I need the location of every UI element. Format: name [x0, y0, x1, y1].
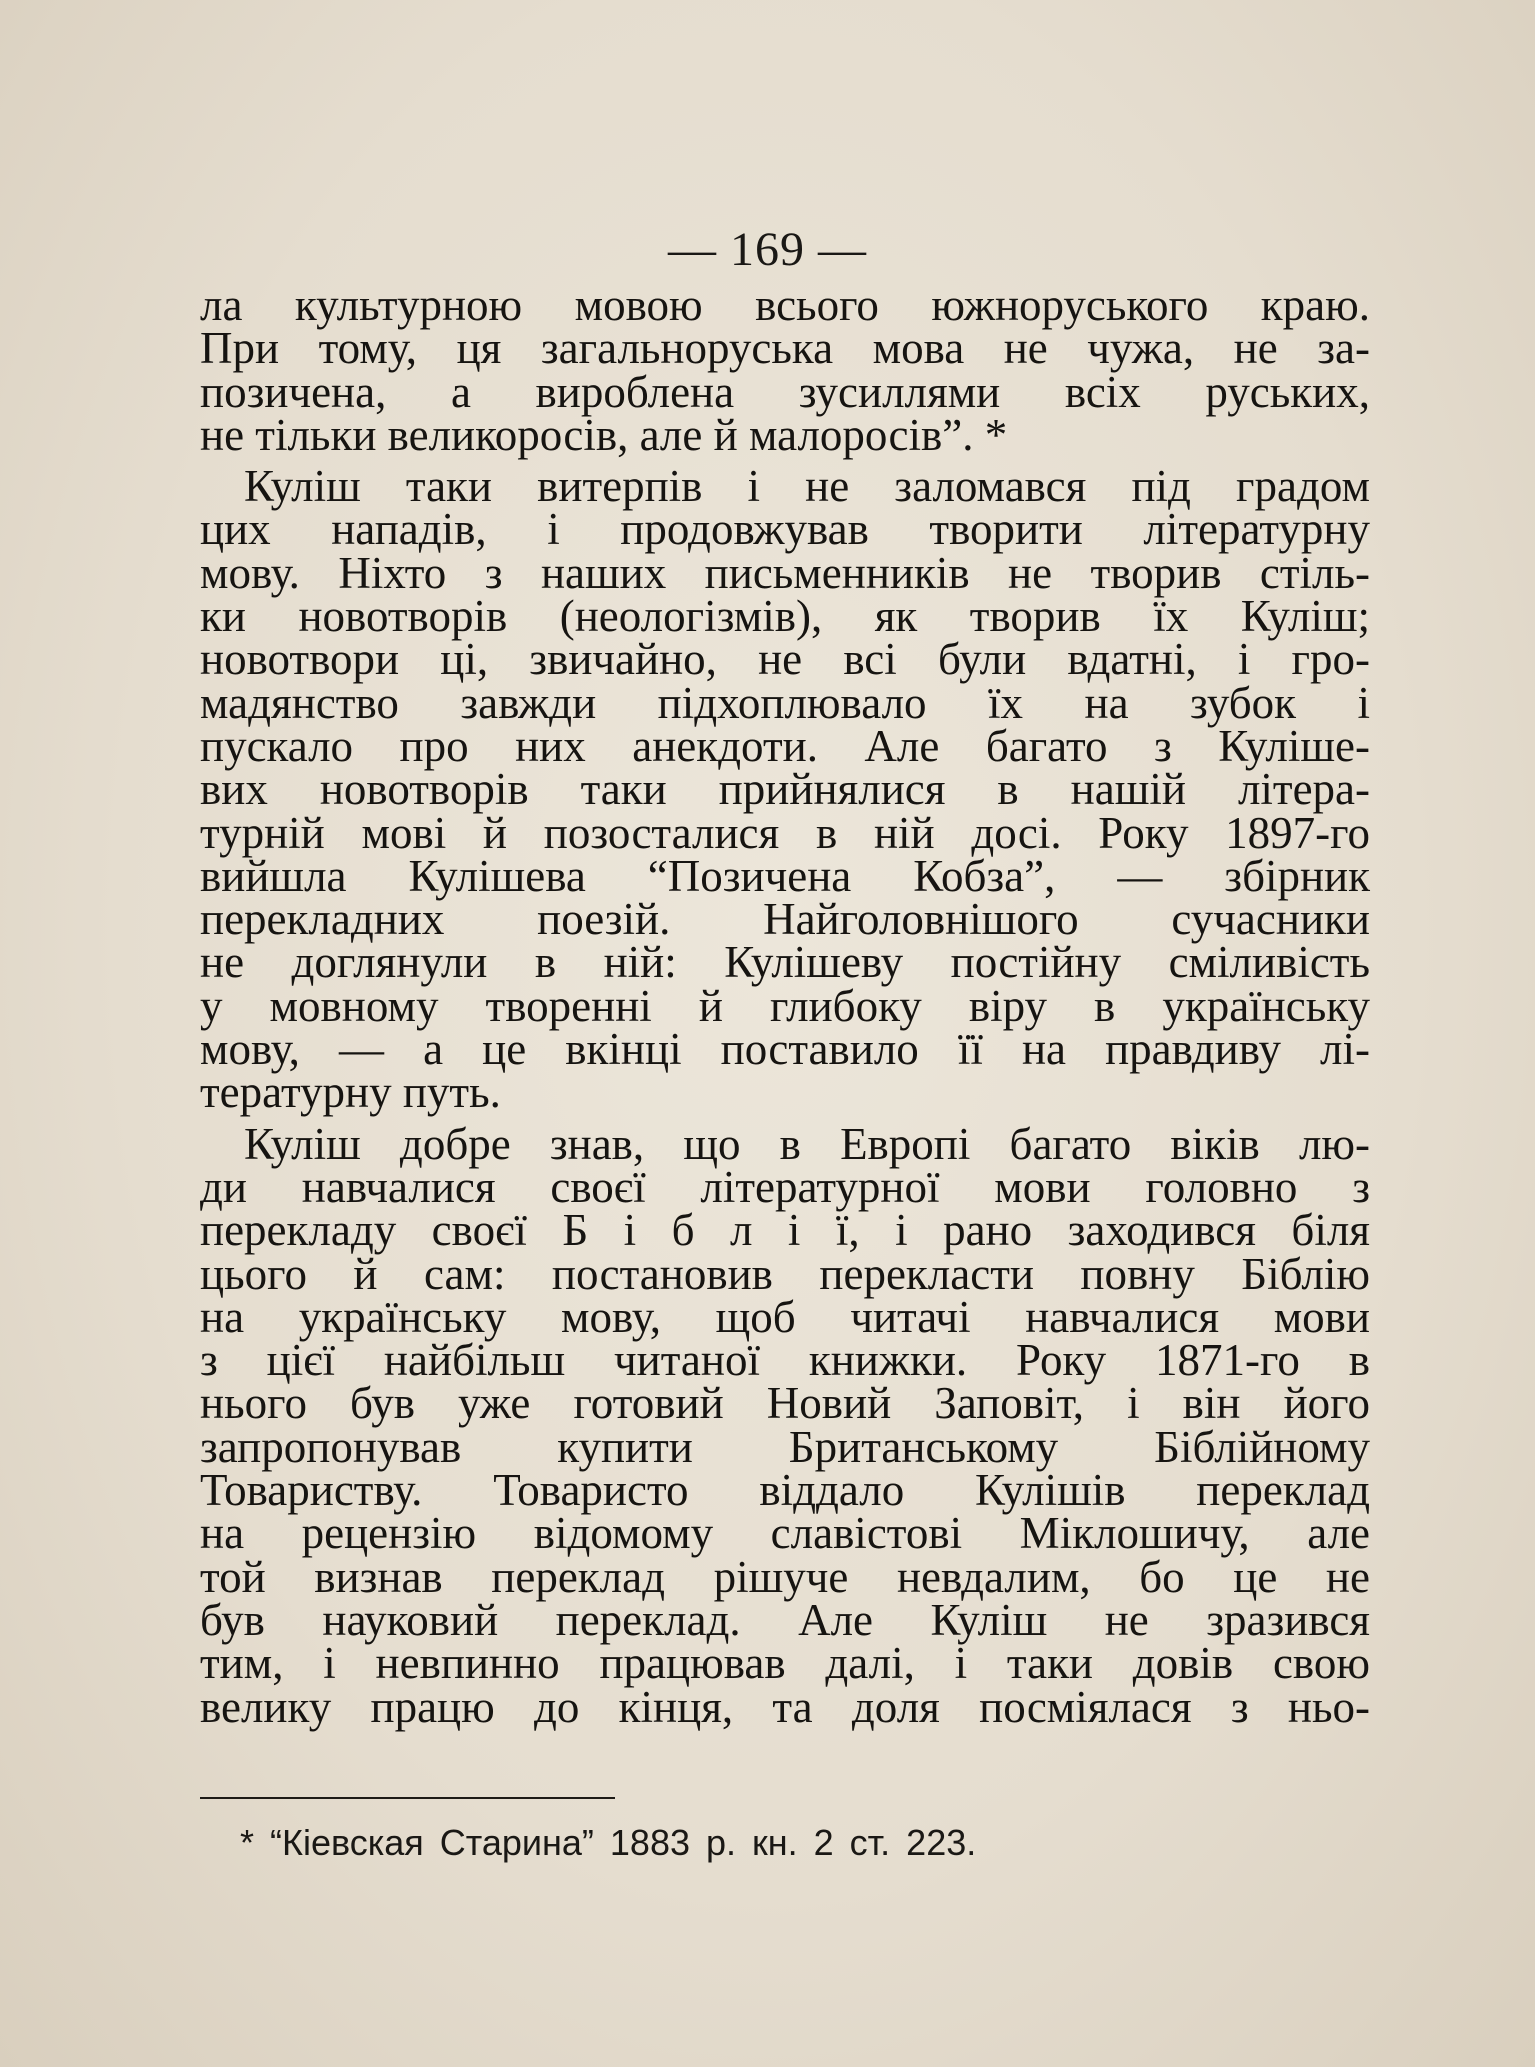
- text-line: тим, і невпинно працював далі, і таки довів свою: [200, 1638, 1370, 1689]
- text-line: не доглянули в ній: Кулішеву постійну сміливість: [200, 937, 1370, 988]
- text-line: вих новотворів таки прийнялися в нашій літера-: [200, 764, 1370, 815]
- text-line: мадянство завжди підхоплювало їх на зубок і: [200, 677, 1370, 728]
- text-line: вийшла Кулішева “Позичена Кобза”, — збірник: [200, 850, 1370, 901]
- footnote-divider: [200, 1797, 615, 1799]
- text-line: Куліш таки витерпів і не заломався під градом: [244, 461, 1370, 512]
- text-line: При тому, ця загальноруська мова не чужа, не за-: [200, 323, 1370, 374]
- text-line: новотвори ці, звичайно, не всі були вдатні, і гро-: [200, 634, 1370, 685]
- footnote: * “Кіевская Старина” 1883 р. кн. 2 ст. 223.: [240, 1822, 977, 1863]
- text-line: запропонував купити Британському Біблійному: [200, 1421, 1370, 1472]
- text-line: на українську мову, щоб читачі навчалися мови: [200, 1291, 1370, 1342]
- text-line: мову, — а це вкінці поставило її на правдиву лі-: [200, 1024, 1370, 1075]
- text-line: цього й сам: постановив перекласти повну Біблію: [200, 1248, 1370, 1299]
- text-line: турній мові й позосталися в ній досі. Року 1897-го: [200, 807, 1370, 858]
- text-line: не тільки великоросів, але й малоросів”. *: [200, 409, 1008, 460]
- text-line: Куліш добре знав, що в Европі багато віків лю-: [244, 1118, 1370, 1169]
- text-line: цих нападів, і продовжував творити літературну: [200, 504, 1370, 555]
- text-line: ла культурною мовою всього южноруського краю.: [200, 280, 1370, 330]
- text-line: на рецензію відомому славістові Міклошичу, але: [200, 1508, 1370, 1559]
- text-line: Товариству. Товаристо віддало Кулішів переклад: [200, 1465, 1370, 1516]
- text-line: перекладних поезій. Найголовнішого сучасники: [200, 894, 1370, 945]
- text-line: ди навчалися своєї літературної мови головно з: [200, 1161, 1370, 1212]
- text-line: мову. Ніхто з наших письменників не творив стіль-: [200, 547, 1370, 598]
- text-line: позичена, а вироблена зусиллями всіх руських,: [200, 366, 1370, 417]
- text-line: перекладу своєї Б і б л і ї, і рано заходився біля: [200, 1205, 1370, 1256]
- page-number: — 169 —: [668, 223, 867, 276]
- text-line: ки новотворів (неологізмів), як творив їх Куліш;: [200, 591, 1370, 642]
- text-line: у мовному творенні й глибоку віру в українську: [200, 980, 1370, 1031]
- text-line: велику працю до кінця, та доля посміялася з ньо-: [200, 1681, 1370, 1732]
- text-line: з цієї найбільш читаної книжки. Року 1871-го в: [200, 1335, 1370, 1386]
- text-line: був науковий переклад. Але Куліш не зразився: [200, 1594, 1370, 1645]
- text-line: нього був уже готовий Новий Заповіт, і він його: [200, 1378, 1370, 1429]
- text-line: пускало про них анекдоти. Але багато з Куліше-: [200, 720, 1370, 771]
- text-line: той визнав переклад рішуче невдалим, бо це не: [200, 1551, 1370, 1602]
- body-text: [200, 280, 1370, 1732]
- text-line: тературну путь.: [200, 1067, 501, 1118]
